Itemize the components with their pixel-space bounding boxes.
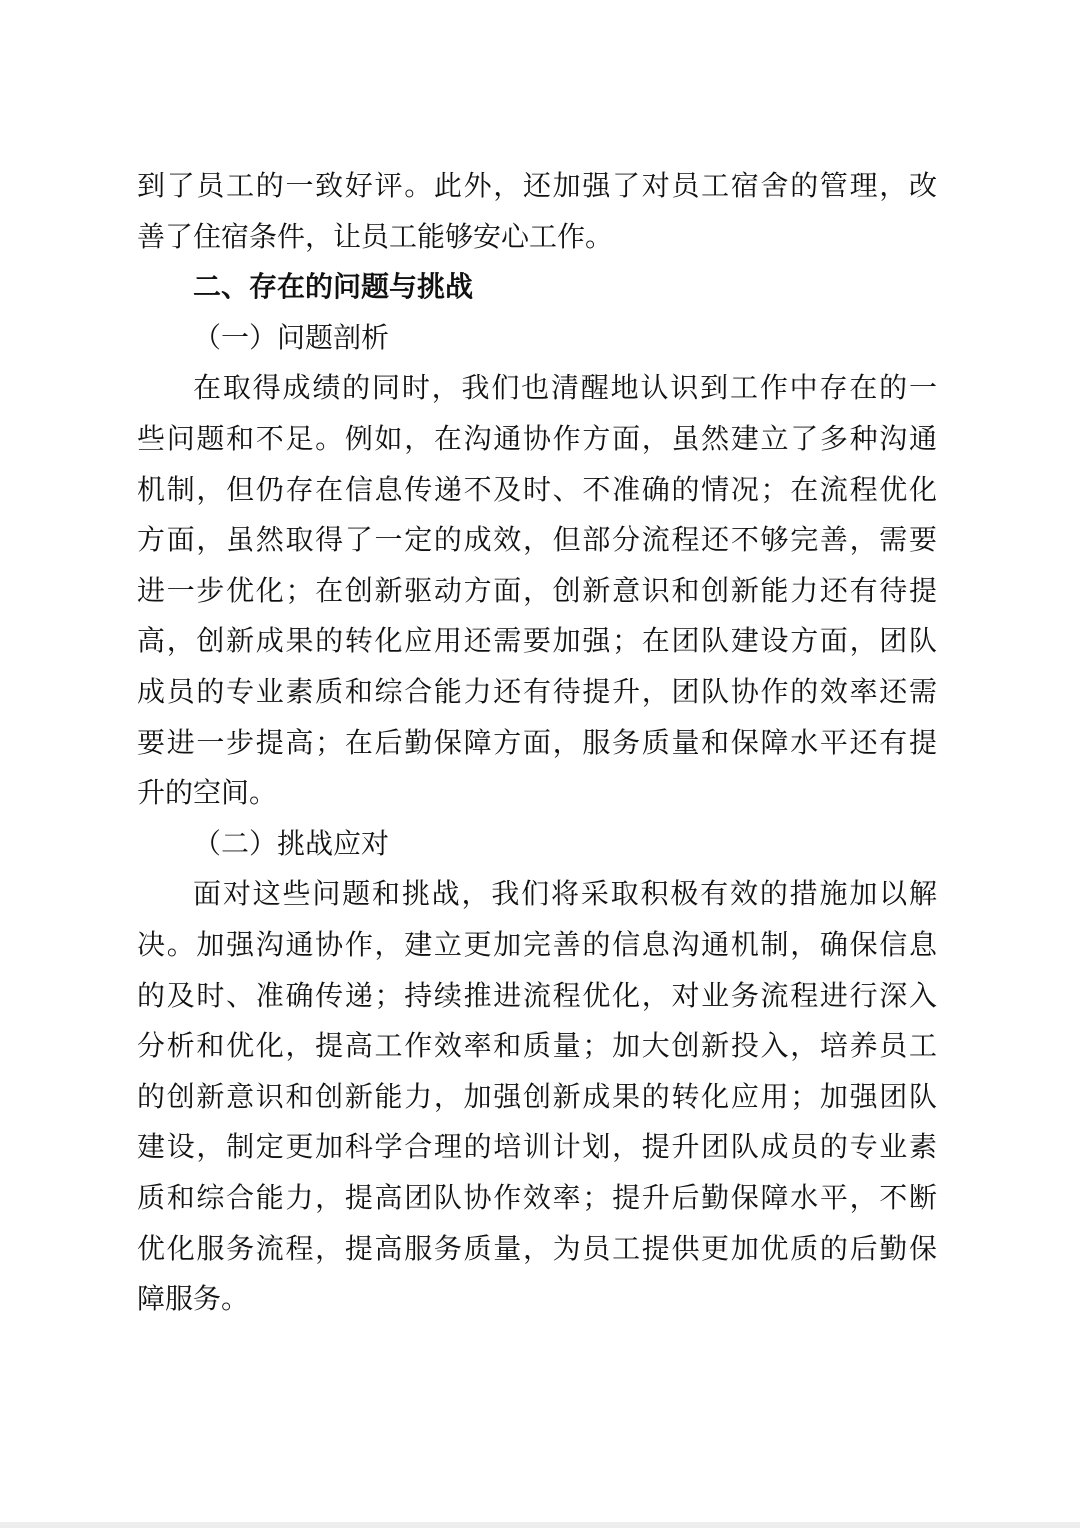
paragraph-line: 质和综合能力，提高团队协作效率；提升后勤保障水平，不断	[137, 1181, 937, 1214]
paragraph-line: 进一步优化；在创新驱动方面，创新意识和创新能力还有待提	[137, 574, 937, 607]
paragraph-line: 到了员工的一致好评。此外，还加强了对员工宿舍的管理，改	[137, 169, 937, 202]
paragraph-line: 分析和优化，提高工作效率和质量；加大创新投入，培养员工	[137, 1029, 937, 1062]
paragraph-line: 障服务。	[137, 1282, 250, 1315]
paragraph-line: 在取得成绩的同时，我们也清醒地认识到工作中存在的一	[193, 371, 937, 404]
paragraph-line: 善了住宿条件，让员工能够安心工作。	[137, 220, 614, 253]
paragraph-line: 面对这些问题和挑战，我们将采取积极有效的措施加以解	[193, 877, 937, 910]
paragraph-line: 些问题和不足。例如，在沟通协作方面，虽然建立了多种沟通	[137, 422, 937, 455]
paragraph-line: 方面，虽然取得了一定的成效，但部分流程还不够完善，需要	[137, 523, 937, 556]
paragraph-line: 高，创新成果的转化应用还需要加强；在团队建设方面，团队	[137, 624, 937, 657]
page-bottom-edge	[0, 1522, 1080, 1528]
paragraph-line: 升的空间。	[137, 776, 278, 809]
paragraph-line: 的创新意识和创新能力，加强创新成果的转化应用；加强团队	[137, 1080, 937, 1113]
subsection-title-analysis: （一）问题剖析	[193, 321, 390, 354]
paragraph-line: 的及时、准确传递；持续推进流程优化，对业务流程进行深入	[137, 979, 937, 1012]
paragraph-line: 要进一步提高；在后勤保障方面，服务质量和保障水平还有提	[137, 726, 937, 759]
subsection-title-response: （二）挑战应对	[193, 827, 390, 860]
paragraph-line: 优化服务流程，提高服务质量，为员工提供更加优质的后勤保	[137, 1232, 937, 1265]
paragraph-line: 成员的专业素质和综合能力还有待提升，团队协作的效率还需	[137, 675, 937, 708]
paragraph-line: 建设，制定更加科学合理的培训计划，提升团队成员的专业素	[137, 1130, 937, 1163]
paragraph-line: 机制，但仍存在信息传递不及时、不准确的情况；在流程优化	[137, 473, 937, 506]
paragraph-line: 决。加强沟通协作，建立更加完善的信息沟通机制，确保信息	[137, 928, 937, 961]
section-title: 二、存在的问题与挑战	[193, 270, 474, 303]
